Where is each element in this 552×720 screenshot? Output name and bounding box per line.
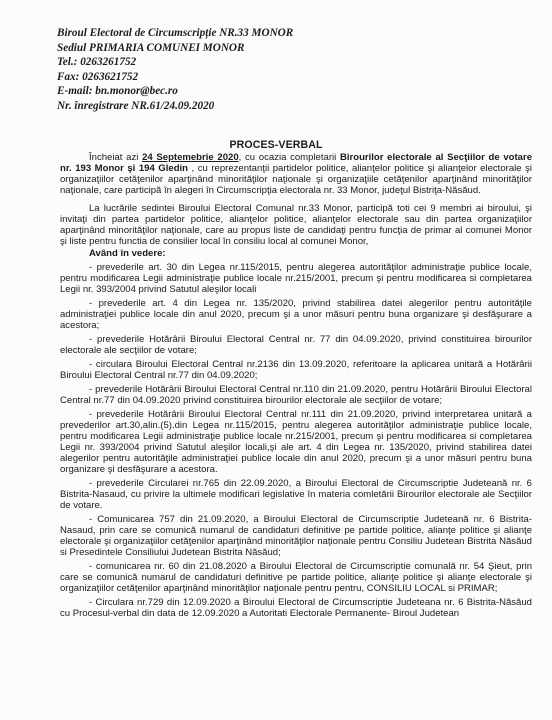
header-phone: Tel.: 0263261752 — [57, 56, 137, 69]
list-item: - circulara Biroului Electoral Central nr.2136 din 13.09.2020, referitoare la aplicarea unitară a Hotărârii Biroului Electoral Central nr.77 din 04.09.2020; — [60, 359, 532, 381]
list-item: - prevederile art. 30 din Legea nr.115/2015, pentru alegerea autorităţilor administraţie publice locale, pentru modificarea Legii administraţie publice locale nr.215/2001, precum şi pentru modificarea si completarea Legii nr. 393/2004 privind Satutul aleşilor locali — [60, 262, 532, 295]
list-item: - prevederile art. 4 din Legea nr. 135/2020, privind stabilirea datei alegerilor pentru autorităţile administraţiei publice locale din anul 2020, precum şi a unor măsuri pentru buna organizare şi desfăşurare a acestora; — [60, 298, 532, 331]
header-fax: Fax: 0263621752 — [57, 70, 139, 83]
intro-text-1: Încheiat azi — [89, 152, 143, 163]
document-title: PROCES-VERBAL — [229, 139, 323, 151]
letterhead — [57, 26, 477, 114]
list-item: - prevederile Hotărârii Biroului Electoral Central nr.110 din 21.09.2020, pentru Hotărârii Biroului Electoral Central nr.77 din 04.09.2020 privind constituirea birourilor electorale ale secţiilor de votare; — [60, 384, 532, 406]
list-item: - comunicarea nr. 60 din 21.08.2020 a Biroului Electoral de Circumscriptie comunală nr. 54 Şieut, prin care se comunică numarul de candidaturi definitive pe partide politice, alianţe politice şi alianţe electorale şi organizaţiilor cetăţenilor aparţinând minorităţilor naţionale pentru pentru, CONSILIU LOCAL si PRIMAR; — [60, 561, 532, 594]
intro-date: 24 Septemebrie 2020 — [142, 152, 239, 163]
document-body — [60, 152, 532, 619]
intro-paragraph — [60, 152, 532, 196]
list-item: - Comunicarea 757 din 21.09.2020, a Biroului Electoral de Circumscriptie Judeteană nr. 6 Bistrita-Nasaud, prin care se comunică numarul de candidaturi definitive pe partide politice, alianţe politice şi alianţe electorale şi organizaţiilor cetăţenilor aparţinând minorităţilor naţionale pentru Consiliu Judetean Bistrita Năsăud si Presedintele Consiliului Judetean Bistrita Năsăud; — [60, 514, 532, 558]
list-item: - prevederile Hotărârii Biroului Electoral Central nr. 77 din 04.09.2020, privind constituirea birourilor electorale ale secţiilor de votare; — [60, 334, 532, 356]
header-seat-value: PRIMARIA COMUNEI MONOR — [86, 41, 245, 54]
header-email: E-mail: bn.monor@bec.ro — [57, 85, 178, 98]
intro-text-3: , cu reprezentanţii partidelor politice, alianţelor politice şi alianţelor electorale şi organizaţiilor cetăţenilor aparţinând minorităţilor naţionale şi organizaţiile cetăţenilor aparţinând minorităţilor naţionale, care participă în alegeri în Circumscripţia electorala nr. 33 Monor, judeţul Bistriţa-Năsăud. — [60, 163, 532, 196]
header-registration: Nr. înregistrare NR.61/24.09.2020 — [57, 99, 215, 112]
intro-text-2: , cu ocazia completarii — [238, 152, 340, 163]
list-item: - prevederile Circularei nr.765 din 22.09.2020, a Biroului Electoral de Circumscriptie Judeteană nr. 6 Bistrita-Nasaud, cu privire la ultimele modificari legislative în materia comletării Birourilor electorale ale Secţiilor de votare. — [60, 478, 532, 511]
header-bureau: Biroul Electoral de Circumscripție NR.33 MONOR — [57, 27, 294, 39]
list-item: - prevederile Hotărârii Biroului Electoral Central nr.111 din 21.09.2020, privind interpretarea unitară a prevederilor art.30,alin.(5).din Legea nr.115/2015, pentru alegerea autorităţilor administraţie publice locale, pentru modificarea Legii administraţie publice locale nr.215/2001, precum şi pentru modificarea si completarea Legii nr. 393/2004 privind Satutul aleşilor locali,şi ale art. 4 din Legea nr. 135/2020, privind stabilirea datei alegerilor pentru autorităţile administraţiei publice locale din anul 2020, precum şi a unor măsuri pentru buna organizare şi desfăşurare a acestora. — [60, 409, 532, 475]
header-seat-label: Sediul — [57, 41, 87, 54]
intro-bold: Birourilor electorale al Secţiilor de votare nr. 193 Monor şi 194 Gledin — [60, 152, 533, 174]
list-item: - Circulara nr.729 din 12.09.2020 a Biroului Electoral de Circumscriptie Judeteana nr. 6 Bistrita-Năsăud cu Procesul-verbal din data de 12.09.2020 a Autoritati Electorale Permanente- Biroul Judetean — [60, 597, 532, 619]
participants-paragraph: La lucrările sedintei Biroului Electoral Comunal nr.33 Monor, participă toti cei 9 membri ai biroului, şi invitaţi din partea partidelor politice, alianţelor politice, alianţelor electorale sau din partea organizaţiilor aparţinând minorităţilor naţionale, care au propus liste de candidaţi pentru funcţia de primar al comunei Monor şi liste pentru functia de consilier local în consiliu local al comunei Monor, — [60, 203, 532, 247]
considering-heading: Având în vedere: — [89, 248, 166, 259]
header-seat — [57, 41, 477, 56]
